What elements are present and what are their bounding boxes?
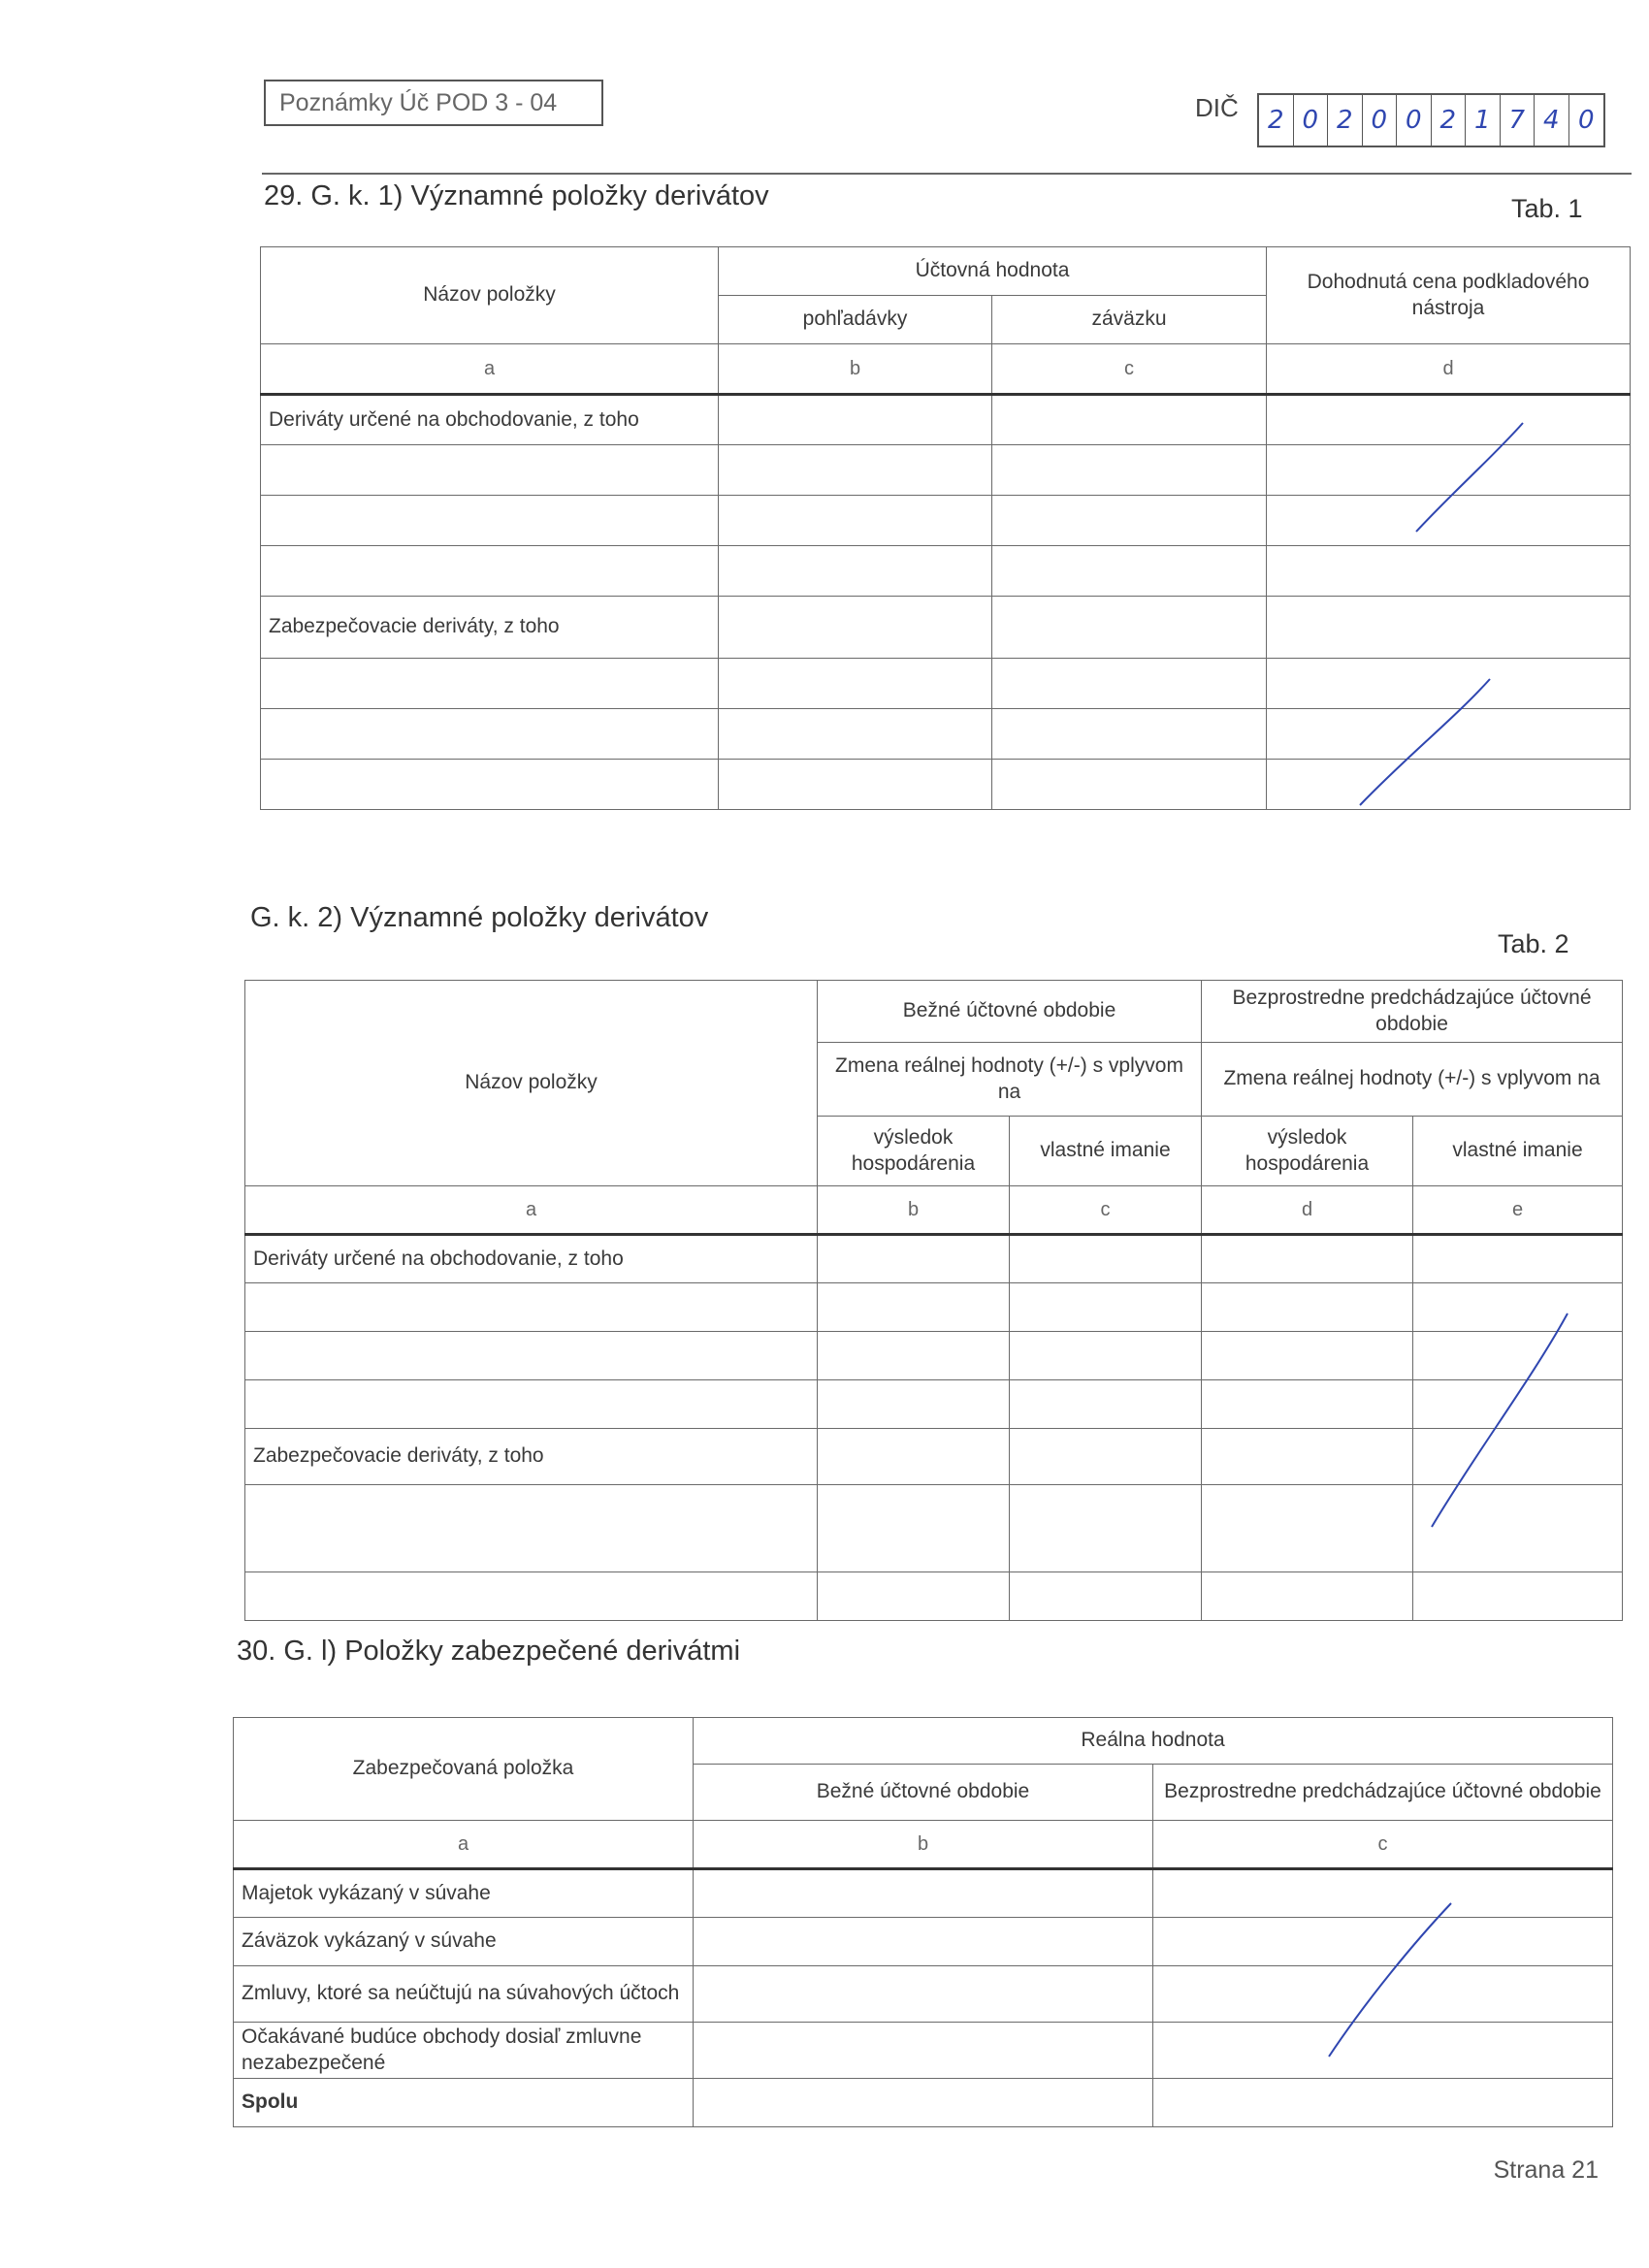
col-current-period-header: Bežné účtovné obdobie: [818, 981, 1202, 1043]
col-letter: c: [1153, 1821, 1613, 1869]
row-label: Zabezpečovacie deriváty, z toho: [245, 1429, 818, 1485]
dic-digit: 7: [1501, 95, 1536, 146]
col-letter: c: [1010, 1186, 1202, 1235]
row-label: Zmluvy, ktoré sa neúčtujú na súvahových účtoch: [234, 1966, 694, 2023]
dic-digit: 2: [1259, 95, 1294, 146]
dic-digit: 0: [1577, 106, 1595, 135]
col-letter: d: [1202, 1186, 1413, 1235]
row-label: Majetok vykázaný v súvahe: [234, 1869, 694, 1918]
col-fair-value-header: Reálna hodnota: [694, 1718, 1613, 1765]
col-receivables-header: pohľadávky: [719, 296, 992, 344]
col-previous-period-header: Bezprostredne predchádzajúce účtovné obdobie: [1202, 981, 1623, 1043]
col-name-header: Názov položky: [245, 981, 818, 1186]
col-current-period-header: Bežné účtovné obdobie: [694, 1765, 1153, 1821]
section-30-title: 30. G. l) Položky zabezpečené derivátmi: [237, 1636, 741, 1667]
col-liabilities-header: záväzku: [992, 296, 1267, 344]
col-letter: c: [992, 344, 1267, 395]
row-label: Deriváty určené na obchodovanie, z toho: [261, 395, 719, 445]
section-29-title: 29. G. k. 1) Významné položky derivátov: [264, 180, 769, 211]
tab-1-label: Tab. 1: [1511, 194, 1583, 223]
dic-label: DIČ: [1195, 93, 1239, 122]
col-letter: a: [245, 1186, 818, 1235]
col-fair-value-change-header: Zmena reálnej hodnoty (+/-) s vplyvom na: [1202, 1043, 1623, 1117]
section-gk2-title: G. k. 2) Významné položky derivátov: [250, 902, 709, 933]
tab-2-label: Tab. 2: [1498, 929, 1569, 958]
form-code: Poznámky Úč POD 3 - 04: [264, 80, 603, 126]
col-letter: a: [234, 1821, 694, 1869]
col-equity-header: vlastné imanie: [1010, 1117, 1202, 1186]
col-letter: d: [1267, 344, 1631, 395]
col-letter: e: [1413, 1186, 1623, 1235]
dic-digit: 1: [1466, 95, 1501, 146]
col-economic-result-header: výsledok hospodárenia: [1202, 1117, 1413, 1186]
row-label: Záväzok vykázaný v súvahe: [234, 1918, 694, 1966]
dic-digit: 0: [1363, 95, 1398, 146]
dic-digit: 0: [1294, 95, 1329, 146]
col-fair-value-change-header: Zmena reálnej hodnoty (+/-) s vplyvom na: [818, 1043, 1202, 1117]
dic-digit: 0: [1397, 95, 1432, 146]
col-accounting-value-header: Účtovná hodnota: [719, 247, 1267, 296]
col-equity-header: vlastné imanie: [1413, 1117, 1623, 1186]
dic-digit: 4: [1535, 95, 1569, 146]
dic-digit: 2: [1432, 95, 1467, 146]
col-name-header: Názov položky: [261, 247, 719, 344]
col-previous-period-header: Bezprostredne predchádzajúce účtovné obdobie: [1153, 1765, 1613, 1821]
col-economic-result-header: výsledok hospodárenia: [818, 1117, 1010, 1186]
total-label: Spolu: [234, 2079, 694, 2127]
page-number: Strana 21: [1493, 2156, 1599, 2184]
dic-digit: 2: [1328, 95, 1363, 146]
col-letter: b: [694, 1821, 1153, 1869]
col-agreed-price-header: Dohodnutá cena podkladového nástroja: [1267, 247, 1631, 344]
row-label: Očakávané budúce obchody dosiaľ zmluvne nezabezpečené: [234, 2023, 694, 2079]
col-letter: b: [818, 1186, 1010, 1235]
col-letter: b: [719, 344, 992, 395]
col-hedged-item-header: Zabezpečovaná položka: [234, 1718, 694, 1821]
col-letter: a: [261, 344, 719, 395]
row-label: Deriváty určené na obchodovanie, z toho: [245, 1235, 818, 1283]
row-label: Zabezpečovacie deriváty, z toho: [261, 597, 719, 659]
